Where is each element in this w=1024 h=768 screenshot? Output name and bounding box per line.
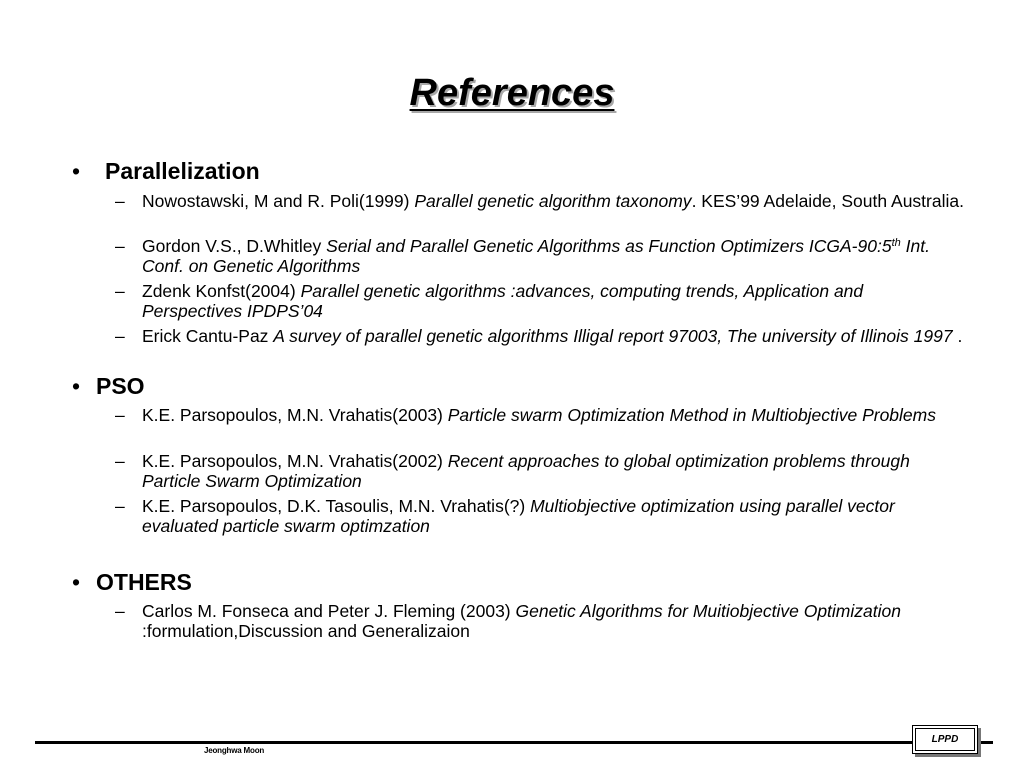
reference-item: [115, 281, 965, 321]
reference-item: [115, 405, 965, 425]
ref-authors: K.E. Parsopoulos, M.N. Vrahatis(2003): [142, 405, 448, 425]
bullet: •: [72, 158, 81, 184]
reference-text: [142, 236, 965, 276]
section-heading: OTHERS: [96, 569, 192, 595]
ref-title: Parallel genetic algorithms :advances, computing trends, Application and Perspectives IPDPS’04: [142, 281, 864, 321]
ref-title: A survey of parallel genetic algorithms Illigal report 97003, The university of Illinois 1997: [273, 326, 953, 346]
ref-authors: Carlos M. Fonseca and Peter J. Fleming (2003): [142, 601, 516, 621]
ref-venue: :formulation,Discussion and Generalizaion: [142, 621, 470, 641]
ref-title: Particle swarm Optimization Method in Multiobjective Problems: [447, 405, 936, 425]
lppd-logo: [912, 725, 978, 754]
ref-authors: Erick Cantu-Paz: [142, 326, 274, 346]
dash: –: [115, 281, 125, 301]
ref-title: Parallel genetic algorithm taxonomy: [414, 191, 692, 211]
reference-item: [115, 451, 965, 491]
reference-item: [115, 326, 965, 346]
reference-text: [142, 405, 965, 425]
ref-title: Serial and Parallel Genetic Algorithms as Function Optimizers ICGA-90:5: [326, 236, 892, 256]
reference-text: [142, 326, 965, 346]
dash: –: [115, 191, 125, 211]
logo-text: LPPD: [931, 734, 959, 745]
reference-item: [115, 236, 965, 276]
ref-authors: Nowostawski, M and R. Poli(1999): [142, 191, 415, 211]
reference-text: [142, 191, 965, 211]
reference-text: [142, 281, 965, 321]
ref-superscript: th: [891, 237, 901, 249]
dash: –: [115, 405, 125, 425]
ref-authors: K.E. Parsopoulos, D.K. Tasoulis, M.N. Vrahatis(?): [142, 496, 531, 516]
section-heading: Parallelization: [105, 158, 260, 184]
footer-author: Jeonghwa Moon: [204, 746, 265, 755]
reference-item: [115, 191, 965, 211]
reference-item: [115, 601, 965, 641]
ref-title: Recent approaches to global optimization problems through Particle Swarm Optimization: [142, 451, 910, 491]
dash: –: [115, 451, 125, 471]
slide-title: References: [409, 72, 615, 114]
reference-item: [115, 496, 965, 536]
ref-authors: Zdenk Konfst(2004): [142, 281, 301, 301]
reference-text: [142, 601, 965, 641]
section-heading: PSO: [96, 373, 145, 399]
reference-text: [142, 496, 965, 536]
ref-authors: Gordon V.S., D.Whitley: [142, 236, 327, 256]
ref-venue: . KES’99 Adelaide, South Australia.: [691, 191, 964, 211]
ref-venue: .: [952, 326, 963, 346]
dash: –: [115, 496, 125, 516]
ref-title: Multiobjective optimization using parallel vector evaluated particle swarm optimzation: [142, 496, 895, 536]
dash: –: [115, 601, 125, 621]
footer-rule: [35, 741, 993, 744]
ref-authors: K.E. Parsopoulos, M.N. Vrahatis(2002): [142, 451, 448, 471]
dash: –: [115, 326, 125, 346]
dash: –: [115, 236, 125, 256]
ref-title-cont: Int. Conf. on Genetic Algorithms: [142, 236, 930, 276]
bullet: •: [72, 373, 81, 399]
bullet: •: [72, 569, 81, 595]
ref-title: Genetic Algorithms for Muitiobjective Optimization: [515, 601, 901, 621]
reference-text: [142, 451, 965, 491]
